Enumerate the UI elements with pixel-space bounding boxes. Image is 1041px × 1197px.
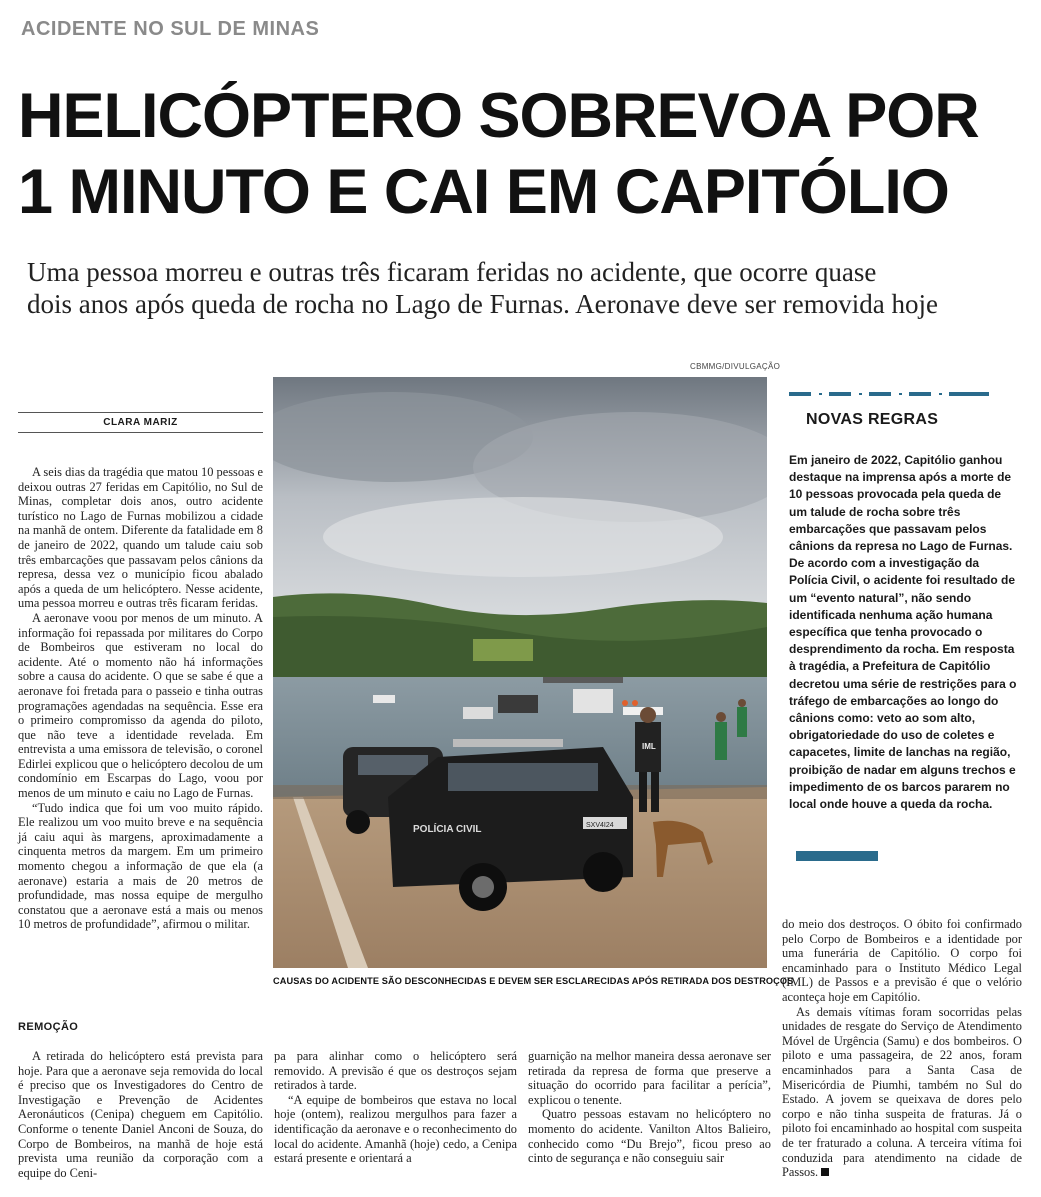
section-subhead: REMOÇÃO [18, 1021, 79, 1033]
end-mark-icon [821, 1168, 829, 1176]
article-column-1 [18, 465, 263, 932]
sidebar-line: desprendimento da rocha. Em resposta [789, 642, 1015, 657]
paragraph: guarnição na melhor maneira dessa aeronave ser retirada da represa de forma que preserve a situação do ocorrido para facilitar a perícia”, explicou o tenente. [528, 1049, 771, 1107]
sidebar-line: cânions da represa no Lago de Furnas. [789, 539, 1013, 554]
vehicle-label: POLÍCIA CIVIL [413, 824, 482, 835]
sidebar-line: à tragédia, a Prefeitura de Capitólio [789, 659, 991, 674]
sidebar-line: um “evento natural”, não sendo [789, 590, 972, 605]
section-kicker: ACIDENTE NO SUL DE MINAS [21, 18, 320, 40]
byline-rule-top [18, 412, 263, 413]
paragraph: “A equipe de bombeiros que estava no local hoje (ontem), realizou mergulhos para fazer a identificação da aeronave e o reconhecimento do local do acidente. Amanhã (hoje) cedo, a Cenipa estará presente e orientará a [274, 1092, 517, 1166]
sidebar-line: De acordo com a investigação da [789, 556, 980, 571]
paragraph: A aeronave voou por menos de um minuto. A informação foi repassada por militares do Corpo de Bombeiros que estiveram no local do acidente. Até o momento não há informações sobre a causa do acidente. O que se sabe é que a aeronave foi fretada para o passeio e tinha outras programações agendadas na sequência. Esse era o primeiro compromisso da agenda do piloto, que não teve a identidade revelada. Em entrevista a uma emissora de televisão, o coronel Edirlei explicou que o helicóptero decolou de um condomínio em Escarpas do Lago, voou por menos de um minuto e caiu no Lago de Furnas. [18, 610, 263, 801]
sidebar-line: específica que tenha provocado o [789, 625, 983, 640]
paragraph: A seis dias da tragédia que matou 10 pessoas e deixou outras 27 feridas em Capitólio, no Sul de Minas, completar dois anos, outro acidente turístico no Lago de Furnas mobilizou a cidade na manhã de ontem. Diferente da fatalidade em 8 de janeiro de 2022, quando um talude caiu sob três embarcações que passavam pelos cânions da represa, dessa vez o município ficou abalado após a queda de um helicóptero. Nesse acidente, uma pessoa morreu e outras três ficaram feridas. [18, 465, 263, 611]
paragraph: do meio dos destroços. O óbito foi confirmado pelo Corpo de Bombeiros e a identidade por uma funerária de Capitólio. O corpo foi encaminhado para o Instituto Médico Legal (IML) de Passos e a previsão é que o velório aconteça hoje em Capitólio. [782, 917, 1022, 1004]
sidebar-line: Em janeiro de 2022, Capitólio ganhou [789, 453, 1003, 467]
article-column-2 [274, 1049, 517, 1166]
sidebar-line: obrigatoriedade do uso de coletes e [789, 728, 995, 743]
sidebar-line: destaque na imprensa após a morte de [789, 470, 1012, 485]
deck-line-2: dois anos após queda de rocha no Lago de Furnas. Aeronave deve ser removida hoje [27, 289, 938, 319]
photo-illustration [273, 377, 767, 968]
photo-caption: CAUSAS DO ACIDENTE SÃO DESCONHECIDAS E DEVEM SER ESCLARECIDAS APÓS RETIRADA DOS DESTROÇOS [273, 976, 794, 986]
vest-label: IML [642, 742, 656, 751]
article-column-4 [782, 917, 1022, 1180]
paragraph: pa para alinhar como o helicóptero será removido. A previsão é que os destroços sejam retirados à tarde. [274, 1049, 517, 1093]
headline-line-1: HELICÓPTERO SOBREVOA POR [18, 81, 979, 151]
paragraph: A retirada do helicóptero está prevista para hoje. Para que a aeronave seja removida do local é preciso que os Investigadores do Centro de Investigação e Prevenção de Acidentes Aeronáuticos (Cenipa) cheguem em Capitólio. Conforme o tenente Daniel Anconi de Souza, do Corpo de Bombeiros, na manhã de hoje está prevista uma reunião da corporação com a equipe do Ceni- [18, 1049, 263, 1180]
article-column-3 [528, 1049, 771, 1166]
paragraph: Quatro pessoas estavam no helicóptero no momento do acidente. Vanilton Altos Balieiro, conhecido como “Du Brejo”, ficou preso ao cinto de segurança e não conseguiu sair [528, 1107, 771, 1166]
paragraph-text: As demais vítimas foram socorridas pelas unidades de resgate do Serviço de Atendimento Móvel de Urgência (Samu) e dos bombeiros. O piloto e uma passageira, de 22 anos, foram encaminhados para a Santa Casa de Misericórdia de Piumhi, também no Sul do Estado. A jovem se queixava de dores pelo corpo e não tinha suspeita de fraturas. Já o piloto foi encaminhado ao hospital com suspeita de ter fraturado a coluna. A terceira vítima foi conduzida para atendimento na cidade de Passos. [782, 1004, 1022, 1180]
byline: CLARA MARIZ [103, 417, 178, 428]
sidebar-line: proibição de nadar em alguns trechos e [789, 762, 1016, 777]
paragraph: “Tudo indica que foi um voo muito rápido. Ele realizou um voo muito breve e na sequência já caiu aqui às margens, aproximadamente a cinquenta metros da margem. Em um primeiro momento chegou a informação de que ela (a aeronave) estaria a mais de 20 metros de profundidade, mas nossa equipe de mergulho constatou que a aeronave está a mais ou menos 10 metros de profundidade”, afirmou o militar. [18, 800, 263, 932]
sidebar-decorative-dashes [789, 391, 989, 397]
sidebar-line: capacetes, limite de lanchas na região, [789, 745, 1011, 760]
article-column-1-lower [18, 1049, 263, 1180]
sidebar-line: Polícia Civil, o acidente foi resultado de [789, 573, 1016, 588]
sidebar-line: embarcações que passavam pelos [789, 521, 987, 536]
news-photo [273, 377, 767, 968]
byline-rule-bottom [18, 432, 263, 433]
sidebar-line: identificada nenhuma ação humana [789, 607, 993, 622]
sidebar-text [789, 452, 1022, 813]
paragraph [782, 1005, 1022, 1180]
sidebar-line: 10 pessoas provocada pela queda de [789, 487, 1002, 502]
headline [18, 78, 1028, 230]
sidebar-line: impedimento de os barcos pararem no [789, 779, 1010, 794]
sidebar-line: cânions como: veto ao som alto, [789, 711, 976, 726]
sidebar-title: NOVAS REGRAS [806, 411, 939, 428]
sidebar-line: local onde houve a queda da rocha. [789, 797, 993, 812]
sidebar-end-bar [796, 851, 878, 861]
deck-line-1: Uma pessoa morreu e outras três ficaram feridas no acidente, que ocorre quase [27, 257, 877, 287]
sidebar-line: decretou uma série de restrições para o [789, 676, 1017, 691]
sidebar-line: um talude de rocha sobre três [789, 504, 961, 519]
headline-line-2: 1 MINUTO E CAI EM CAPITÓLIO [18, 157, 949, 227]
photo-credit: CBMMG/DIVULGAÇÃO [690, 362, 781, 371]
license-plate: SXV4I24 [586, 822, 614, 829]
deck-subtitle [27, 256, 1027, 320]
sidebar-line: tráfego de embarcações ao longo do [789, 693, 999, 708]
